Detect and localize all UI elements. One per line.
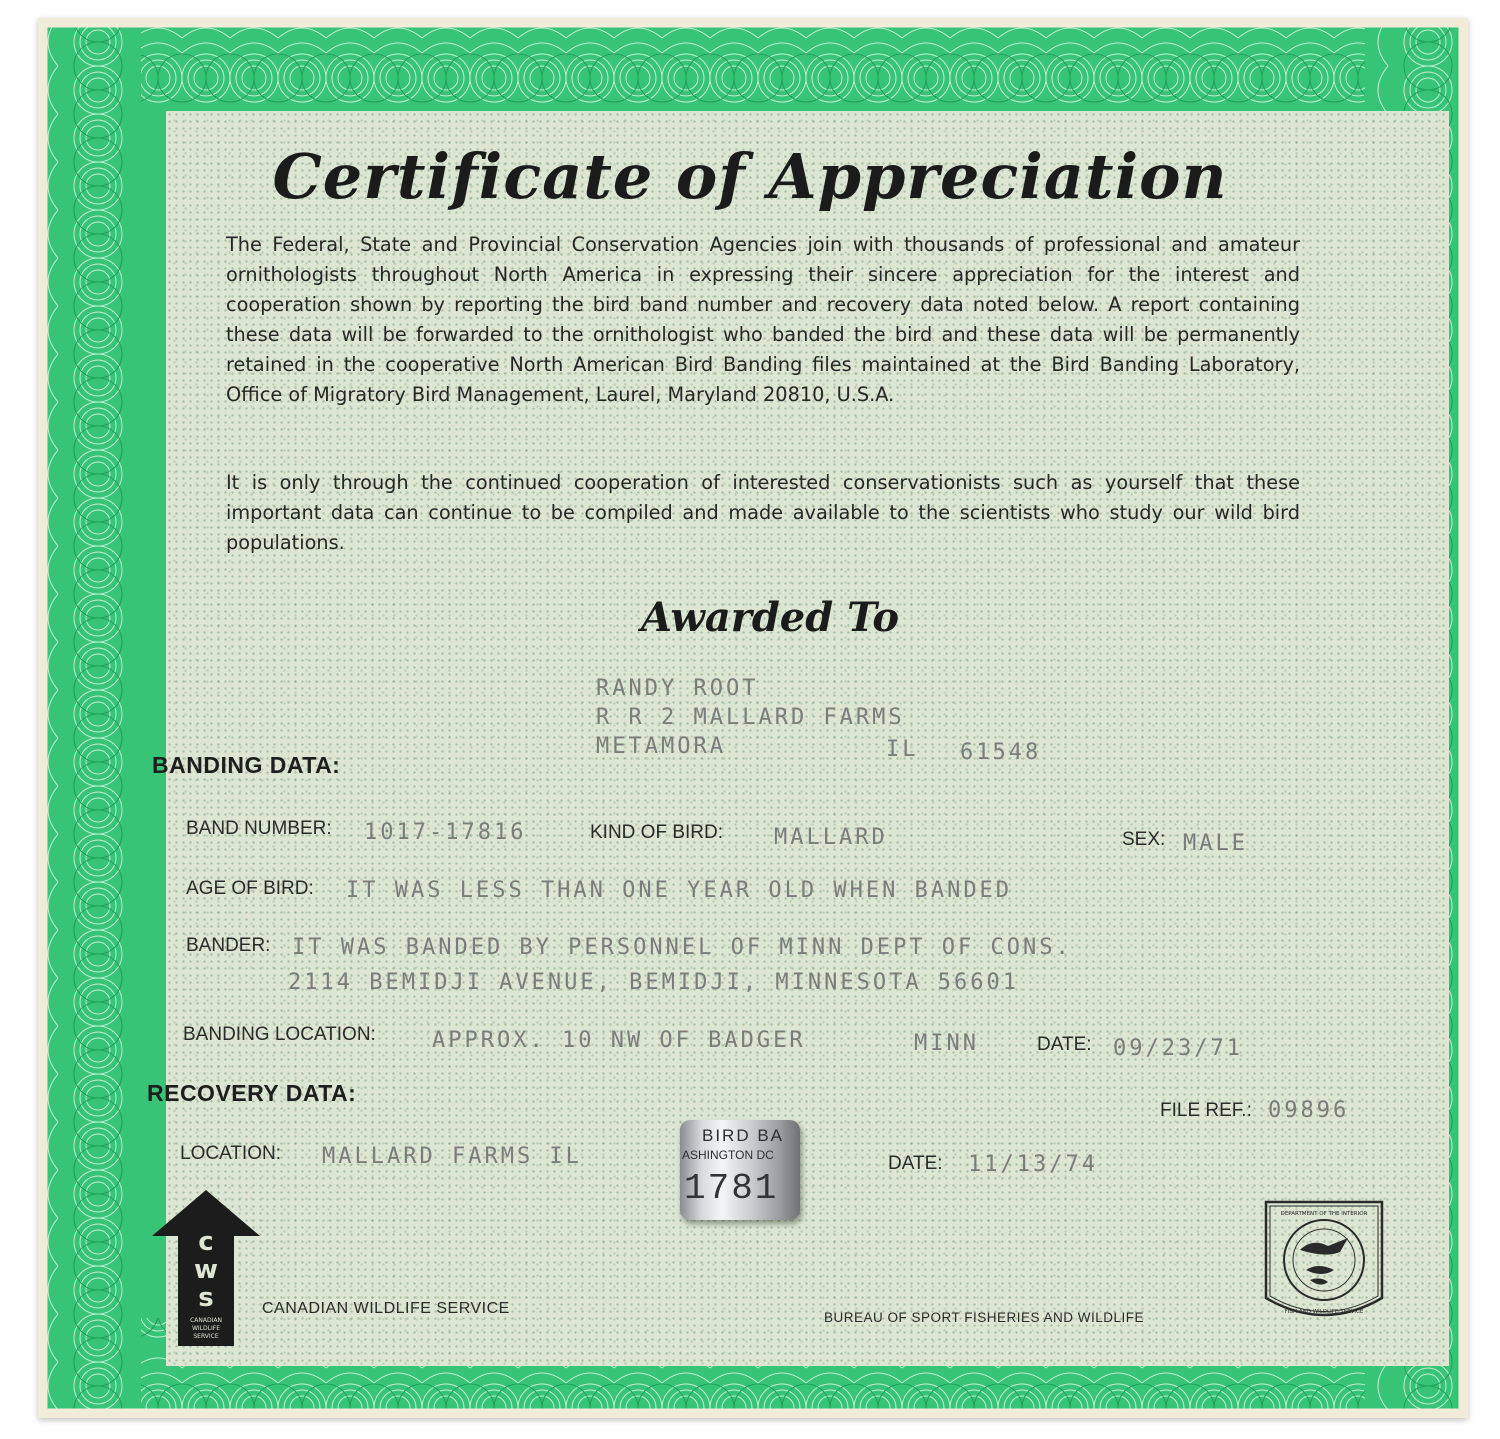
svg-text:WILDLIFE: WILDLIFE <box>191 1325 221 1332</box>
sex-value: MALE <box>1183 831 1248 856</box>
svg-text:CANADIAN: CANADIAN <box>190 1317 222 1324</box>
bander-line1: IT WAS BANDED BY PERSONNEL OF MINN DEPT OF CONS. <box>292 935 1072 960</box>
recovery-date-value: 11/13/74 <box>968 1152 1098 1177</box>
bander-label: BANDER: <box>186 935 271 956</box>
band-number-value: 1017-17816 <box>364 820 527 845</box>
band-ring-line2: ASHINGTON DC <box>682 1148 774 1162</box>
recovery-data-heading: RECOVERY DATA: <box>147 1080 357 1106</box>
svg-text:FISH AND WILDLIFE SERVICE: FISH AND WILDLIFE SERVICE <box>1284 1309 1364 1315</box>
file-ref-value: 09896 <box>1268 1098 1350 1123</box>
band-ring-line1: BIRD BA <box>702 1126 785 1145</box>
sex-label: SEX: <box>1122 829 1166 850</box>
recipient-state: IL <box>886 737 919 762</box>
kind-of-bird-value: MALLARD <box>774 825 888 850</box>
banding-date-value: 09/23/71 <box>1113 1036 1243 1061</box>
banding-location-label: BANDING LOCATION: <box>183 1024 376 1045</box>
bander-line2: 2114 BEMIDJI AVENUE, BEMIDJI, MINNESOTA 56601 <box>288 970 1020 995</box>
bird-band-ring <box>680 1120 800 1220</box>
svg-text:c: c <box>198 1227 214 1257</box>
banding-location-state: MINN <box>914 1031 979 1056</box>
recovery-location-label: LOCATION: <box>180 1143 281 1164</box>
band-number-label: BAND NUMBER: <box>186 818 332 839</box>
awarded-to-heading: Awarded To <box>640 594 899 641</box>
bureau-caption: BUREAU OF SPORT FISHERIES AND WILDLIFE <box>824 1310 1145 1325</box>
svg-text:DEPARTMENT OF THE INTERIOR: DEPARTMENT OF THE INTERIOR <box>1280 1211 1368 1217</box>
file-ref-label: FILE REF.: <box>1160 1100 1252 1121</box>
recovery-location-value: MALLARD FARMS IL <box>322 1144 582 1169</box>
svg-text:w: w <box>193 1255 219 1285</box>
svg-text:s: s <box>198 1283 214 1313</box>
canadian-wildlife-service-caption: CANADIAN WILDLIFE SERVICE <box>262 1300 510 1317</box>
recipient-address: R R 2 MALLARD FARMS <box>596 705 905 730</box>
banding-location-value: APPROX. 10 NW OF BADGER <box>432 1028 806 1053</box>
kind-of-bird-label: KIND OF BIRD: <box>590 822 724 843</box>
banding-date-label: DATE: <box>1037 1034 1092 1055</box>
certificate-title: Certificate of Appreciation <box>272 140 1228 213</box>
recipient-name: RANDY ROOT <box>596 676 759 701</box>
closing-paragraph: It is only through the continued cooperation of interested conservationists such as yourself that these important data can continue to be compiled and made available to the scientists who study our wild bird populations. <box>226 471 1300 554</box>
age-label: AGE OF BIRD: <box>186 878 314 899</box>
recipient-zip: 61548 <box>960 740 1042 765</box>
banding-data-heading: BANDING DATA: <box>152 752 341 778</box>
age-value: IT WAS LESS THAN ONE YEAR OLD WHEN BANDED <box>346 878 1013 903</box>
recovery-date-label: DATE: <box>888 1153 943 1174</box>
recipient-city: METAMORA <box>596 734 726 759</box>
cws-logo-icon <box>150 1188 262 1348</box>
band-ring-number: 1781 <box>684 1168 779 1209</box>
fish-wildlife-seal-icon <box>1262 1198 1386 1334</box>
intro-paragraph: The Federal, State and Provincial Conservation Agencies join with thousands of professional and amateur ornithologists throughout North America in expressing their sincere appreciation for the interest and cooperation shown by reporting the bird band number and recovery data noted below. A report containing these data will be forwarded to the ornithologist who banded the bird and these data will be permanently retained in the cooperative North American Bird Banding files maintained at the Bird Banding Laboratory, Office of Migratory Bird Management, Laurel, Maryland 20810, U.S.A. <box>226 233 1300 406</box>
svg-text:SERVICE: SERVICE <box>193 1333 219 1340</box>
